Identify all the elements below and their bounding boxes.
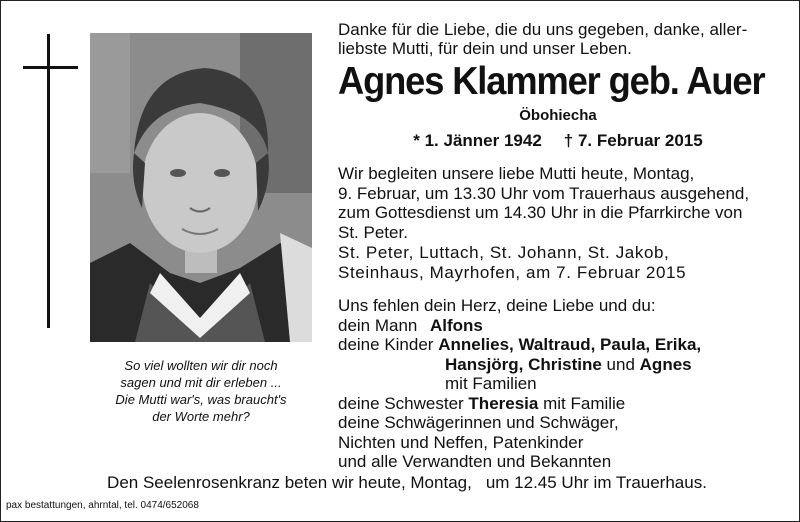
portrait-photo [90,33,312,342]
mourners-list [338,296,778,472]
thanks-line: liebste Mutti, für dein und unser Leben. [338,39,632,58]
quote-line: der Worte mehr? [152,409,250,424]
cross-vertical-bar [47,34,50,328]
children-names-continued: Hansjörg, Christine [445,354,602,374]
service-line: Wir begleiten unsere liebe Mutti heute, Montag, [338,164,695,183]
service-line: 9. Februar, um 13.30 Uhr vom Trauerhaus ausgehend, [338,183,750,203]
sister-label: deine Schwester [338,393,464,413]
husband-label: dein Mann [338,315,418,335]
nieces-row: Nichten und Neffen, Patenkinder [338,432,584,452]
service-line: zum Gottesdienst um 14.30 Uhr in die Pfarrkirche von [338,203,743,222]
cross-horizontal-bar [23,66,78,69]
inlaws-row: deine Schwägerinnen und Schwäger, [338,413,619,432]
location-line: St. Peter, Luttach, St. Johann, St. Jakob, [338,243,670,262]
rosary-time: um 12.45 Uhr im Trauerhaus. [485,473,707,492]
location-date-text [338,243,778,282]
death-date: † 7. Februar 2015 [563,131,703,150]
husband-name: Alfons [430,315,483,335]
rosary-notice [0,473,800,493]
rosary-text: Den Seelenrosenkranz beten wir heute, Montag, [107,473,472,492]
memorial-quote [90,357,312,425]
children-row [338,335,778,355]
thanks-line: Danke für die Liebe, die du uns gegeben, danke, aller- [338,20,748,39]
sister-name: Theresia [468,393,539,413]
birth-date: * 1. Jänner 1942 [413,131,542,150]
children-label: deine Kinder [338,335,434,354]
quote-line: So viel wollten wir dir noch [124,358,278,373]
thanks-verse [338,20,778,58]
deceased-place: Öbohiecha [519,107,597,124]
funeral-home-footer: pax bestattungen, ahrntal, tel. 0474/652068 [6,500,199,511]
life-dates [338,131,778,151]
children-names: Annelies, Waltraud, Paula, Erika, [438,335,702,354]
relatives-row: und alle Verwandten und Bekannten [338,452,612,471]
children-last-name: Agnes [639,354,692,374]
families-row: mit Familien [445,374,537,393]
location-line: Steinhaus, Mayrhofen, am 7. Februar 2015 [338,262,687,282]
sister-suffix: mit Familie [543,393,626,413]
quote-line: sagen und mit dir erleben ... [120,375,282,390]
quote-line: Die Mutti war's, was braucht's [115,392,287,407]
sister-row [338,394,778,414]
children-row-continued [338,355,778,375]
service-line: St. Peter. [338,222,408,242]
children-and: und [606,354,635,374]
husband-row [338,316,778,336]
mourners-intro: Uns fehlen dein Herz, deine Liebe und du: [338,296,656,315]
funeral-service-text [338,164,778,242]
deceased-name: Agnes Klammer geb. Auer [338,60,765,103]
